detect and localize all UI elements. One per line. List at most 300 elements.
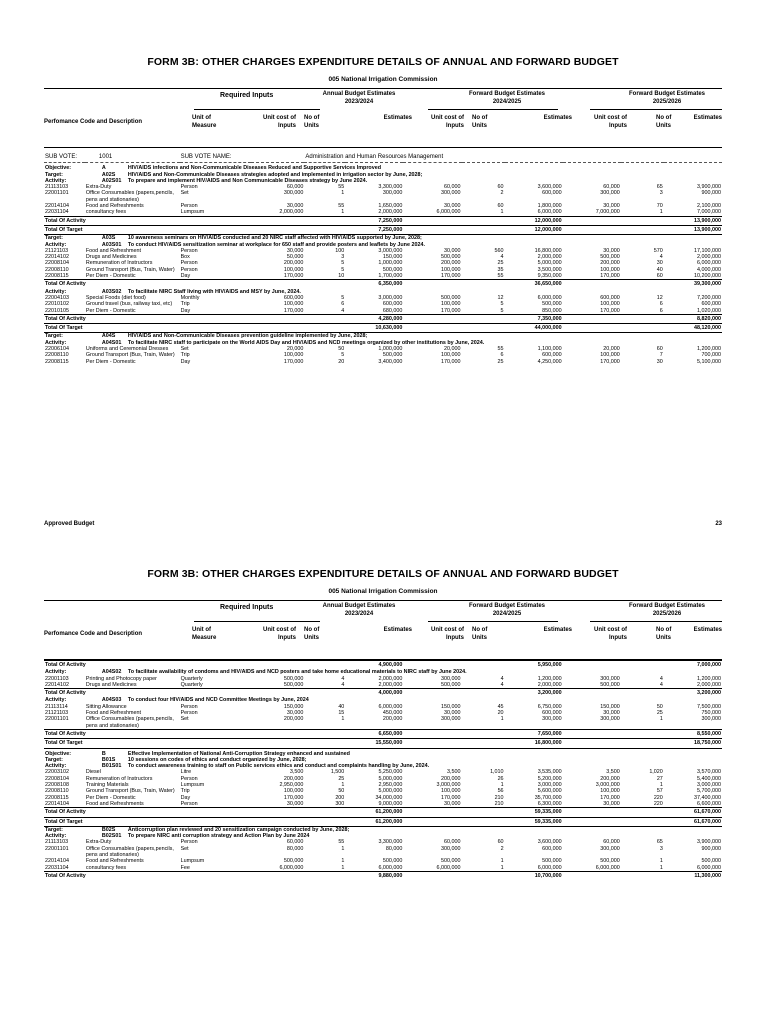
unit-of-measure: Set [180,346,189,353]
unit-cost: 600,000 [600,294,620,301]
estimate: 6,000,000 [537,864,562,871]
estimate: 3,900,000 [697,184,721,191]
unit-cost: 30,000 [286,800,304,807]
estimates-heading: Estimates [383,115,412,121]
estimate: 300,000 [382,190,403,197]
total-forward-2: 48,120,000 [664,324,722,333]
estimate: 500,000 [701,858,721,865]
total-annual: 61,200,000 [345,817,403,826]
unit-cost: 30,000 [444,247,461,254]
item-description: Per Diem - Domestic [85,358,136,365]
no-of-units: 50 [338,788,345,795]
unit-of-measure: Person [180,247,198,254]
target-row-label: Target: [45,826,63,833]
unit-cost: 60,000 [603,184,620,191]
no-of-units: 1 [341,782,345,789]
estimate: 1,700,000 [378,273,403,280]
no-of-units: 25 [338,775,345,782]
estimate: 3,570,000 [697,769,721,776]
unit-cost: 170,000 [600,307,620,314]
total-label: Total Of Activity [44,729,251,738]
estimate: 700,000 [701,352,721,359]
no-of-units: 5 [500,307,504,314]
estimate: 150,000 [382,254,403,261]
item-description: Food and Refreshment [85,710,142,717]
activity-row-text: To prepare and implement HIV/AIDS and Non Communicable Diseases strategy by June 2024. [127,177,368,184]
total-forward-1: 12,000,000 [505,216,563,225]
total-forward-2: 13,900,000 [664,216,722,225]
no-of-units: 1,020 [649,769,663,776]
unit-of-measure: Lumpsum [180,209,205,216]
activity-row-code: A02S01 [101,177,122,184]
total-activity-row [44,216,722,225]
unit-of-measure: Person [180,203,198,210]
no-of-units: 12 [497,294,504,301]
no-of-units: 12 [656,294,663,301]
estimate: 2,100,000 [697,203,721,210]
item-code: 22008110 [45,352,69,359]
unit-cost: 30,000 [444,203,461,210]
total-forward-1: 12,000,000 [505,225,563,234]
total-label: Total Of Activity [44,689,251,698]
sub-vote-label: SUB VOTE: [45,154,78,160]
estimate: 3,600,000 [537,184,562,191]
estimates-heading: Estimates [693,115,722,121]
item-description: Uniforms and Ceremonial Dresses [85,346,169,353]
unit-of-measure: Set [180,845,189,852]
no-of-units: 60 [497,184,504,191]
no-of-units: 4 [500,675,504,682]
unit-cost: 30,000 [286,203,304,210]
estimate: 750,000 [701,710,721,717]
estimates-heading: Estimates [383,627,412,633]
estimate: 2,000,000 [537,681,562,688]
unit-of-measure: Person [180,184,198,191]
line-item-row [44,865,722,872]
estimate: 2,000,000 [378,681,403,688]
forward1-year: 2024/2025 [492,611,522,617]
no-of-units: 1 [500,858,504,865]
no-of-units: 5 [500,301,504,308]
unit-of-measure: Fee [180,864,190,871]
unit-cost: 300,000 [600,845,620,852]
form-title: FORM 3B: OTHER CHARGES EXPENDITURE DETAILS OF ANNUAL AND FORWARD BUDGET [147,568,619,580]
total-forward-1: 10,700,000 [505,871,563,880]
unit-cost: 100,000 [283,788,304,795]
unit-of-measure: Person [180,710,198,717]
estimate: 500,000 [542,858,562,865]
no-of-units: 1 [341,190,345,197]
objective-row-text: Effective Implementation of National Anti-Corruption Strategy enhanced and sustained [127,750,350,757]
estimate: 5,000,000 [378,788,403,795]
total-forward-1: 44,000,000 [505,324,563,333]
unit-cost-heading: Unit cost of [431,115,464,121]
no-of-units: 56 [497,788,504,795]
unit-cost: 30,000 [603,247,620,254]
total-forward-1: 36,650,000 [505,280,563,289]
forward2-heading: Forward Budget Estimates [628,91,705,97]
line-item-row [44,190,722,203]
item-description: Drugs and Medicines [85,254,137,261]
unit-cost: 100,000 [600,352,620,359]
no-of-units: 1 [341,209,345,216]
unit-of-measure: Lumpsum [180,782,205,789]
estimate: 500,000 [382,352,403,359]
total-activity-row [44,689,722,698]
activity-row-label: Activity: [45,339,67,346]
total-activity-row [44,314,722,323]
total-forward-2: 61,670,000 [664,817,722,826]
unit-cost: 150,000 [600,703,620,710]
estimate: 600,000 [542,845,562,852]
item-code: 21113114 [45,703,68,710]
no-of-units: 1 [500,716,504,723]
estimate: 1,000,000 [378,260,403,267]
no-units-heading: No of [304,115,320,121]
item-description: Food and Refreshments [85,203,144,210]
estimate: 3,600,000 [537,839,562,846]
no-of-units: 6 [659,307,663,314]
no-of-units: 3 [659,190,663,197]
unit-cost: 60,000 [603,839,620,846]
item-description: consultancy fees [85,864,127,871]
forward1-heading: Forward Budget Estimates [468,603,545,609]
item-description: Food and Refreshments [85,800,144,807]
item-description: Ground Transport (Bus, Train, Water) [85,788,175,795]
estimate: 300,000 [701,716,721,723]
estimate: 5,100,000 [697,358,721,365]
unit-cost: 3,000,000 [436,782,461,789]
unit-cost: 60,000 [286,839,304,846]
no-of-units: 65 [656,184,663,191]
unit-of-measure: Quarterly [180,681,203,688]
unit-of-measure: Set [180,716,189,723]
no-of-units: 4 [500,681,504,688]
estimate: 500,000 [542,301,562,308]
required-inputs-heading: Required Inputs [220,604,274,611]
item-code: 22008110 [45,788,69,795]
no-of-units: 300 [335,800,345,807]
no-of-units: 50 [656,703,663,710]
unit-cost-heading: Unit cost of [263,627,296,633]
unit-cost-heading: Unit cost of [594,115,627,121]
no-of-units: 2 [500,190,504,197]
unit-cost: 100,000 [283,352,304,359]
total-forward-2: 8,820,000 [664,314,722,323]
target-row-label: Target: [45,171,63,178]
total-forward-2: 39,300,000 [664,280,722,289]
no-of-units: 55 [338,839,345,846]
item-description: Special Foods (diet food) [85,294,146,301]
perf-code-heading: Perfomance Code and Description [44,631,143,637]
unit-cost: 60,000 [286,184,304,191]
no-of-units: 15 [338,710,345,717]
line-item-row [44,801,722,808]
unit-cost: 170,000 [600,358,620,365]
total-annual: 6,350,000 [345,280,403,289]
no-of-units: 40 [338,703,345,710]
estimate: 6,000,000 [537,294,562,301]
unit-cost: 6,000,000 [595,864,620,871]
unit-cost: 30,000 [603,800,620,807]
item-description: Sitting Allowance [85,703,127,710]
unit-cost-heading-2: Inputs [446,635,464,641]
activity-row-code: A04S02 [101,669,122,676]
estimate: 3,500,000 [537,266,562,273]
item-code: 22008110 [45,266,69,273]
estimate: 2,000,000 [537,254,562,261]
estimate: 7,500,000 [697,703,721,710]
unit-cost: 300,000 [600,190,620,197]
unit-cost: 100,000 [283,266,304,273]
unit-cost: 200,000 [441,260,461,267]
estimate: 600,000 [382,301,403,308]
item-description: Remuneration of Instructors [85,260,153,267]
objective-row-text: HIV/AIDS infections and Non-Communicable Diseases Reduced and Supportive Services Improved [127,165,382,172]
estimate: 5,600,000 [537,788,562,795]
unit-of-measure: Person [180,703,198,710]
estimate: 5,200,000 [537,775,562,782]
estimates-heading: Estimates [543,115,572,121]
unit-cost: 170,000 [600,794,620,801]
unit-cost: 6,000,000 [436,864,461,871]
estimate: 200,000 [382,716,403,723]
target-row-label: Target: [45,333,63,340]
estimate: 450,000 [382,710,403,717]
estimate: 3,000,000 [378,294,403,301]
no-of-units: 560 [494,247,504,254]
unit-cost: 20,000 [286,346,304,353]
unit-of-measure: Litre [180,769,192,776]
no-of-units: 4 [659,254,663,261]
estimate: 6,000,000 [378,864,403,871]
item-code: 22031104 [45,209,69,216]
unit-of-measure: Person [180,839,198,846]
item-code: 21121103 [45,710,69,717]
column-header [44,88,722,148]
unit-cost: 500,000 [441,681,461,688]
no-of-units: 35 [497,266,504,273]
estimate: 6,000,000 [697,260,721,267]
item-description: Ground Transport (Bus, Train, Water) [85,352,175,359]
unit-of-measure: Monthly [180,294,200,301]
activity-row-text: To facilitate NIRC staff to participate on the World AIDS Day and HIV/AIDS and NCD meetings organized by other institutions by June, 2024. [127,339,485,346]
unit-cost: 30,000 [286,710,304,717]
total-target-row [44,739,722,748]
item-code: 22004103 [45,294,69,301]
no-of-units: 4 [659,681,663,688]
item-description: Food and Refreshments [85,858,144,865]
no-of-units: 220 [653,794,663,801]
item-description: Extra-Duty [85,839,112,846]
unit-cost: 80,000 [286,845,304,852]
target-row-code: B02S [101,826,116,833]
estimate: 1,200,000 [537,675,562,682]
estimate: 2,000,000 [378,675,403,682]
estimate: 1,200,000 [697,346,721,353]
total-forward-1: 7,650,000 [505,729,563,738]
footer-label: Approved Budget [44,521,95,527]
estimate: 34,000,000 [375,794,403,801]
unit-cost: 500,000 [441,294,461,301]
form-title: FORM 3B: OTHER CHARGES EXPENDITURE DETAILS OF ANNUAL AND FORWARD BUDGET [147,56,619,68]
page-footer [44,521,722,527]
item-description: Per Diem - Domestic [85,273,136,280]
estimate: 1,800,000 [537,203,562,210]
no-of-units: 1 [659,716,663,723]
item-code: 22001103 [45,675,69,682]
item-code: 22014104 [45,800,69,807]
unit-of-measure: Box [180,254,190,261]
unit-cost: 170,000 [441,273,461,280]
activity-row-code: A04S03 [101,697,122,704]
annual-heading: Annual Budget Estimates [322,603,396,609]
estimate: 80,000 [385,845,403,852]
total-label: Total Of Activity [44,216,251,225]
total-label: Total Of Activity [44,871,251,880]
unit-cost: 7,000,000 [595,209,620,216]
unit-of-measure: Person [180,266,198,273]
estimate: 300,000 [542,716,562,723]
unit-cost: 170,000 [600,273,620,280]
activity-row-label: Activity: [45,288,67,295]
estimate: 3,000,000 [378,247,403,254]
total-annual: 4,280,000 [345,314,403,323]
target-row-text: Anticorruption plan reviewed and 20 sensitization campaign conducted by June, 2028; [127,826,350,833]
item-code: 21113103 [45,839,69,846]
no-of-units: 6 [341,301,345,308]
no-units-heading: No of [304,627,320,633]
total-annual: 15,550,000 [345,739,403,748]
target-row-text: HIV/AIDS and Non-Communicable Diseases strategies adopted and implemented in irrigation sector by June, 2028; [127,171,423,178]
total-forward-1: 3,200,000 [505,689,563,698]
activity-row-code: A04S01 [101,339,122,346]
no-of-units: 1,010 [490,769,504,776]
item-description: Ground travel (bus, railway taxi, etc) [85,301,173,308]
item-code: 22006104 [45,346,69,353]
estimate: 4,000,000 [697,266,721,273]
activity-row-label: Activity: [45,833,67,840]
unit-of-measure: Person [180,260,198,267]
unit-cost-heading: Unit cost of [263,115,296,121]
total-activity-row [44,661,722,670]
item-description: Ground Transport (Bus, Train, Water) [85,266,175,273]
unit-of-measure: Trip [180,352,190,359]
page-number: 23 [715,521,722,527]
unit-cost-heading-2: Inputs [609,123,627,129]
estimate: 6,000,000 [378,703,403,710]
unit-cost: 2,000,000 [279,209,304,216]
unit-measure-heading: Unit of [192,627,211,633]
unit-cost: 500,000 [441,858,461,865]
no-of-units: 55 [338,184,345,191]
no-of-units: 4 [659,675,663,682]
unit-cost: 100,000 [600,788,620,795]
unit-cost: 2,950,000 [279,782,304,789]
institution-subtitle: 005 National Irrigation Commission [328,588,438,595]
estimate: 3,300,000 [378,184,403,191]
unit-cost: 20,000 [444,346,461,353]
unit-measure-heading-2: Measure [192,635,217,641]
unit-cost: 200,000 [283,775,304,782]
total-label: Total Of Target [44,225,251,234]
no-of-units: 60 [497,203,504,210]
item-description: Food and Refreshment [85,247,142,254]
estimate: 3,300,000 [378,839,403,846]
target-row-label: Target: [45,235,63,242]
no-units-heading: No of [472,627,488,633]
forward2-year: 2025/2026 [652,99,682,105]
unit-of-measure: Set [180,190,189,197]
objective-row-code: A [101,165,106,172]
unit-cost: 60,000 [444,839,461,846]
no-of-units: 55 [497,346,504,353]
no-of-units: 1,500 [330,769,345,776]
budget-table [44,660,722,880]
total-label: Total Of Activity [44,280,251,289]
no-of-units: 210 [494,794,504,801]
unit-cost: 100,000 [441,788,461,795]
no-of-units: 1 [659,209,663,216]
activity-row-text: To conduct awareness training to staff on Public services ethics and conduct and complaints handling by June, 2024. [127,763,430,770]
total-annual: 7,250,000 [345,225,403,234]
total-annual: 9,880,000 [345,871,403,880]
estimate: 2,000,000 [378,209,403,216]
estimate: 5,250,000 [378,769,403,776]
item-code: 22031104 [45,864,69,871]
no-of-units: 220 [653,800,663,807]
line-item-row [44,273,722,280]
activity-row-label: Activity: [45,241,67,248]
unit-cost: 170,000 [441,307,461,314]
unit-of-measure: Trip [180,301,190,308]
unit-of-measure: Day [180,794,191,801]
unit-cost: 500,000 [283,681,304,688]
estimate: 600,000 [542,710,562,717]
estimates-heading: Estimates [543,627,572,633]
no-of-units: 1 [500,782,504,789]
estimate: 600,000 [542,190,562,197]
no-units-heading-2: Units [472,635,487,641]
no-of-units: 27 [656,775,663,782]
no-units-heading: No of [656,115,672,121]
no-of-units: 1 [341,716,345,723]
no-of-units: 20 [338,358,345,365]
estimate: 680,000 [382,307,403,314]
item-code: 22008115 [45,358,69,365]
estimate: 7,200,000 [697,294,721,301]
required-inputs-heading: Required Inputs [220,92,274,99]
no-of-units: 4 [341,307,345,314]
unit-cost: 6,000,000 [279,864,304,871]
budget-table [44,148,722,365]
unit-cost: 30,000 [603,203,620,210]
target-row-code: B01S [101,756,116,763]
unit-cost: 200,000 [283,716,304,723]
item-description: Office Consumables (papers,pencils, pens and stationaries) [85,190,174,203]
no-of-units: 100 [335,247,345,254]
unit-of-measure: Person [180,800,198,807]
total-activity-row [44,280,722,289]
no-of-units: 25 [656,710,663,717]
activity-row-text: To conduct HIV/AIDS sensitization seminar at workplace for 650 staff and provide posters and leaflets by June 2024. [127,241,425,248]
no-of-units: 40 [656,266,663,273]
no-units-heading-2: Units [304,123,319,129]
total-annual: 4,000,000 [345,689,403,698]
estimates-heading: Estimates [693,627,722,633]
total-annual: 6,650,000 [345,729,403,738]
item-description: Drugs and Medicines [85,681,137,688]
